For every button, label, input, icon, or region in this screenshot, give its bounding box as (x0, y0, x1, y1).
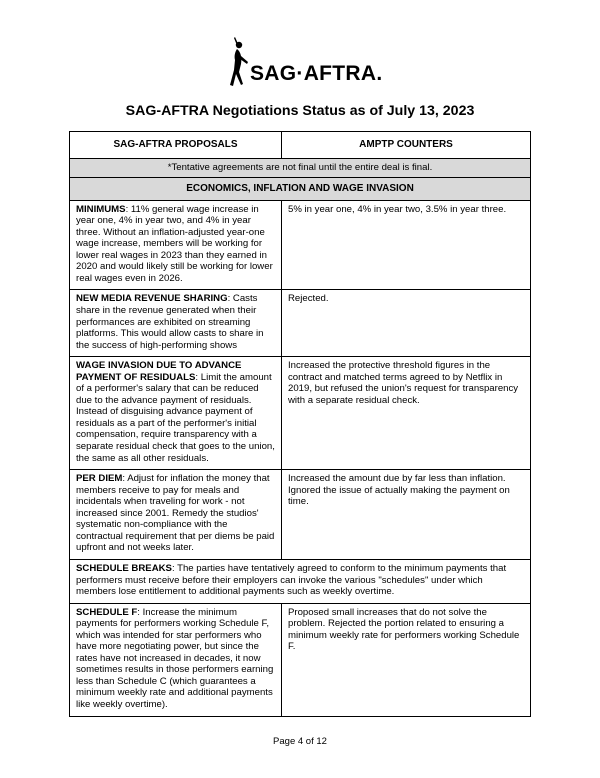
proposal-term: SCHEDULE BREAKS (76, 562, 172, 574)
proposal-cell (70, 200, 282, 290)
proposal-cell (70, 603, 282, 716)
note-row (70, 158, 531, 178)
table-row (70, 200, 531, 290)
section-heading: ECONOMICS, INFLATION AND WAGE INVASION (70, 178, 531, 201)
proposal-term: SCHEDULE F (76, 606, 138, 618)
table-row (70, 470, 531, 560)
proposal-text: : Adjust for inflation the money that members receive to pay for meals and incidentals when traveling for work - not increased since 2001. Remedy the studios' systematic non-compliance with the contractual requirement that per diems be paid upfront and not weeks later. (76, 473, 275, 554)
table-header-row (70, 132, 531, 159)
counter-cell: Rejected. (282, 290, 531, 357)
logo-wordmark: SAG·AFTRA. (250, 62, 383, 85)
proposal-text: : Casts share in the revenue generated when their performances are exhibited on streaming platforms. This would allow casts to share in the success of high-performing shows (76, 293, 264, 351)
counter-cell: Increased the protective threshold figures in the contract and matched terms agreed to by Netflix in 2019, but refused the union's request for transparency with a separate residual check. (282, 357, 531, 470)
page-title: SAG-AFTRA Negotiations Status as of July 13, 2023 (125, 103, 475, 119)
schedule-breaks-cell (70, 559, 531, 603)
header-counters: AMPTP COUNTERS (282, 132, 531, 159)
proposal-text: : The parties have tentatively agreed to conform to the minimum payments that performers must receive before their employers can invoke the various "schedules" under which members lose entitlement to additional payments such as weekly overtime. (76, 562, 507, 598)
proposal-term: MINIMUMS (76, 203, 126, 215)
negotiations-table (69, 131, 531, 717)
proposal-cell (70, 357, 282, 470)
counter-cell: 5% in year one, 4% in year two, 3.5% in year three. (282, 200, 531, 290)
section-row (70, 178, 531, 201)
tentative-note: *Tentative agreements are not final until the entire deal is final. (70, 158, 531, 178)
table-row (70, 357, 531, 470)
sag-aftra-logo (226, 36, 386, 96)
counter-cell: Proposed small increases that do not solve the problem. Rejected the portion related to ensuring a minimum weekly rate for performers working Schedule F. (282, 603, 531, 716)
page-number: Page 4 of 12 (273, 736, 327, 747)
counter-cell: Increased the amount due by far less than inflation. Ignored the issue of actually making the payment on time. (282, 470, 531, 560)
header-proposals: SAG-AFTRA PROPOSALS (70, 132, 282, 159)
proposal-cell (70, 470, 282, 560)
proposal-term: PER DIEM (76, 473, 123, 485)
proposal-term: NEW MEDIA REVENUE SHARING (76, 293, 228, 305)
proposal-text: : Increase the minimum payments for performers working Schedule F, which was intended for star performers who have more negotiating power, but since the rates have not increased in decades, it now sometimes results in those performers earning less than Schedule C (which guarantees a minimum weekly rate and additional payments like weekly overtime). (76, 606, 274, 710)
table-row (70, 603, 531, 716)
proposal-term: WAGE INVASION DUE TO ADVANCE PAYMENT OF RESIDUALS (76, 360, 242, 383)
performer-figure-icon (226, 36, 252, 98)
proposal-text: : Limit the amount of a performer's salary that can be reduced due to the advance payment of residuals. Instead of disguising advance payment of residuals as a part of the performer's initial compensation, require transparency with a separate residual check that goes to the union, the same as all other residuals. (76, 371, 275, 464)
proposal-cell (70, 290, 282, 357)
proposal-text: : 11% general wage increase in year one, 4% in year two, and 4% in year three. Without an inflation-adjusted year-one wage increase, members will be working for lower real wages in 2023 than they earned in 2020 and would likely still be working for lower real wages even in 2026. (76, 203, 273, 284)
table-row-full-width (70, 559, 531, 603)
table-row (70, 290, 531, 357)
